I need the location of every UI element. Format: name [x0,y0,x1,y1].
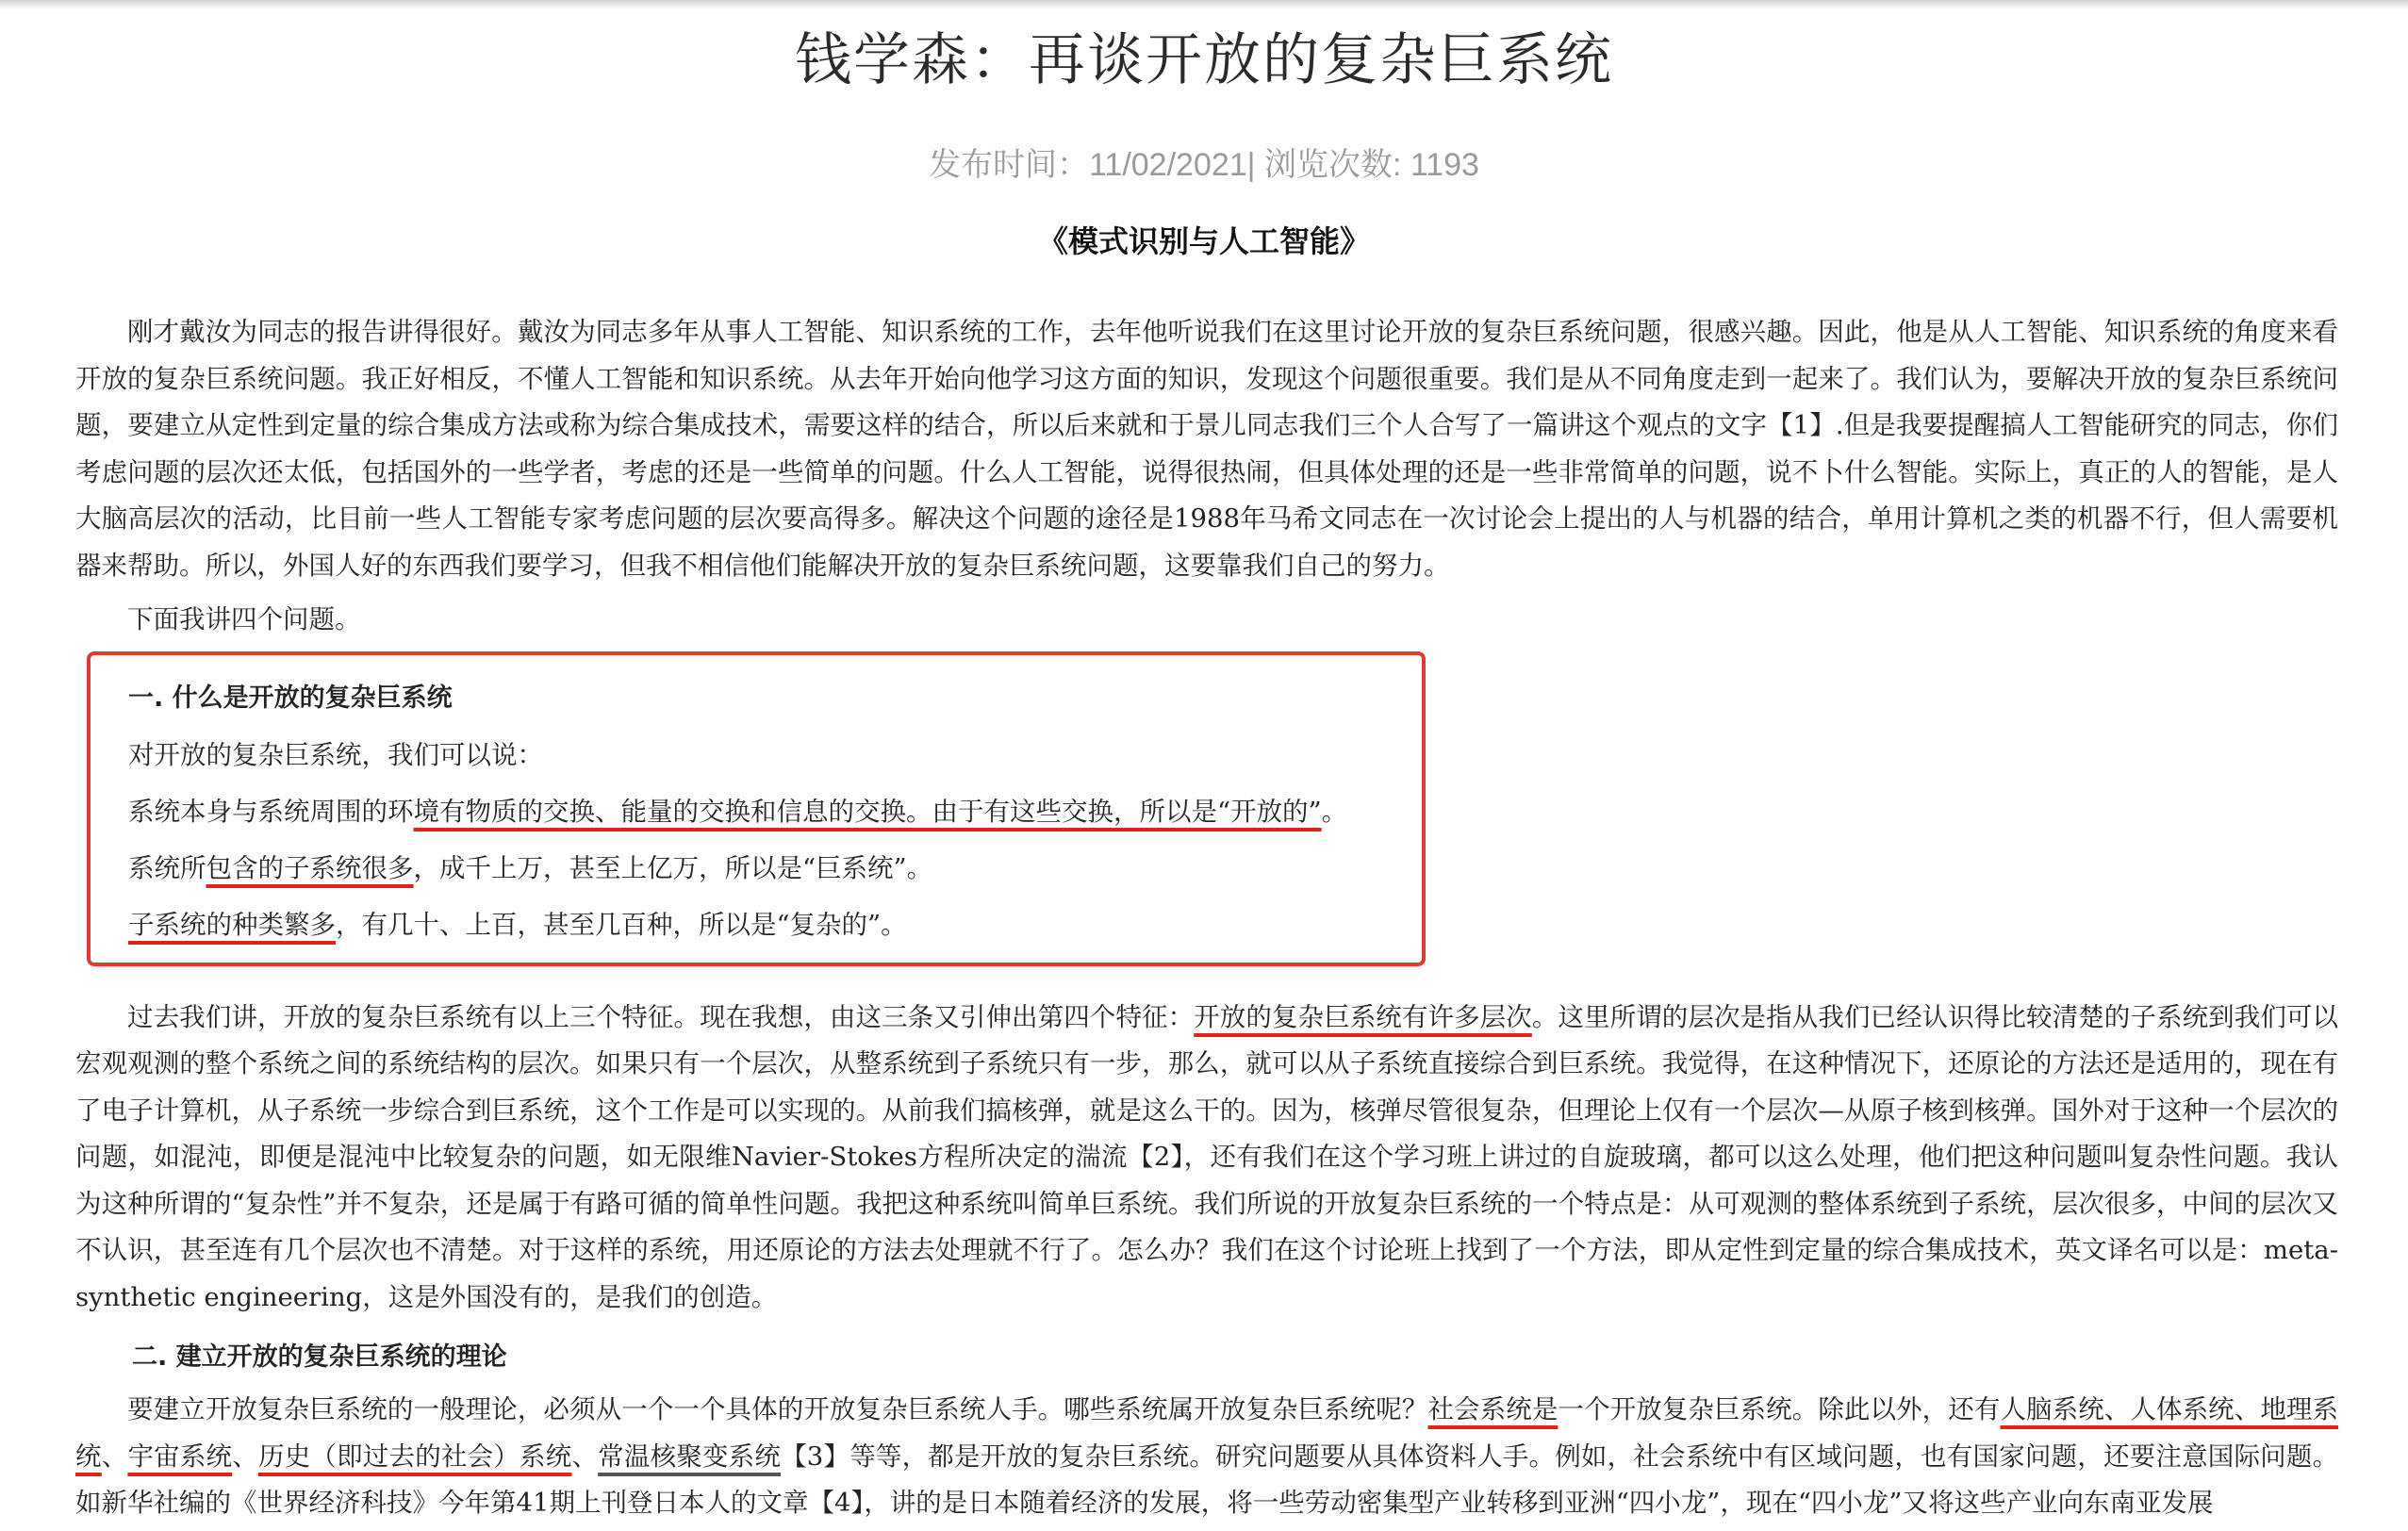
text-span: 、 [232,1440,258,1472]
paragraph-past [75,995,2338,1322]
text-span: 过去我们讲，开放的复杂巨系统有以上三个特征。现在我想，由这三条又引伸出第四个特征： [127,1001,1195,1032]
highlight-box-section-1 [87,651,1426,966]
text-span: 。这里所谓的层次是指从我们已经认识得比较清楚的子系统到我们可以宏观观测的整个系统之间的系统结构的层次。如果只有一个层次，从整系统到子系统只有一步，那么，就可以从子系统直接综合到巨系统。我觉得，在这种情况下，还原论的方法还是适用的，现在有了电子计算机，从子系统一步综合到巨系统，这个工作是可以实现的。从前我们搞核弹，就是这么干的。因为，核弹尽管很复杂，但理论上仅有一个层次—从原子核到核弹。国外对于这种一个层次的问题，如混沌，即便是混沌中比较复杂的问题，如无限维Navier-Stokes方程所决定的湍流【2】，还有我们在这个学习班上讲过的自旋玻璃，都可以这么处理，他们把这种问题叫复杂性问题。我认为这种所谓的“复杂性”并不复杂，还是属于有路可循的简单性问题。我把这种系统叫简单巨系统。我们所说的开放复杂巨系统的一个特点是：从可观测的整体系统到子系统，层次很多，中间的层次又不认识，甚至连有几个层次也不清楚。对于这样的系统，用还原论的方法去处理就不行了。怎么办？我们在这个讨论班上找到了一个方法，即从定性到定量的综合集成技术，英文译名可以是：meta-synthetic engineering，这是外国没有的，是我们的创造。 [75,1001,2339,1312]
text-span: 系统所 [128,852,206,883]
article-title: 钱学森：再谈开放的复杂巨系统 [795,27,1613,93]
page-top-shadow [0,0,2408,9]
underline-brain-body-geo: 人脑系统、人体系统、地理系统 [75,1394,2339,1472]
paragraph-intro: 刚才戴汝为同志的报告讲得很好。戴汝为同志多年从事人工智能、知识系统的工作，去年他听说我们在这里讨论开放的复杂巨系统问题，很感兴趣。因此，他是从人工智能、知识系统的角度来看开放的复杂巨系统问题。我正好相反，不懂人工智能和知识系统。从去年开始向他学习这方面的知识，发现这个问题很重要。我们是从不同角度走到一起来了。我们认为，要解决开放的复杂巨系统问题，要建立从定性到定量的综合集成方法或称为综合集成技术，需要这样的结合，所以后来就和于景儿同志我们三个人合写了一篇讲这个观点的文字【1】.但是我要提醒搞人工智能研究的同志，你们考虑问题的层次还太低，包括国外的一些学者，考虑的还是一些简单的问题。什么人工智能，说得很热闹，但具体处理的还是一些非常简单的问题，说不卜什么智能。实际上，真正的人的智能，是人大脑高层次的活动，比目前一些人工智能专家考虑问题的层次要高得多。解决这个问题的途径是1988年马希文同志在一次讨论会上提出的人与机器的结合，单用计算机之类的机器不行，但人需要机器来帮助。所以，外国人好的东西我们要学习，但我不相信他们能解决开放的复杂巨系统问题，这要靠我们自己的努力。 [75,317,2338,581]
section-2-heading: 二. 建立开放的复杂巨系统的理论 [132,1342,507,1372]
underline-cosmic-system: 宇宙系统 [127,1440,233,1472]
section-1-line-complex [128,897,1422,953]
underline-many-levels: 开放的复杂巨系统有许多层次 [1194,1001,1532,1032]
text-span: 要建立开放复杂巨系统的一般理论，必须从一个一个具体的开放复杂巨系统人手。哪些系统属开放复杂巨系统呢？ [127,1394,1428,1424]
section-1-lead: 对开放的复杂巨系统，我们可以说： [128,739,543,770]
paragraph-four-questions: 下面我讲四个问题。 [127,604,361,634]
underline-social-system: 社会系统是 [1427,1394,1559,1424]
text-span: 、 [571,1440,599,1472]
underline-history-system: 历史（即过去的社会）系统 [257,1440,572,1472]
paragraph-section-2 [75,1387,2338,1527]
article-meta: 发布时间：11/02/2021| 浏览次数: 1193 [929,147,1479,183]
text-span: 。 [1321,796,1348,827]
underline-many-subsystems: 包含的子系统很多 [206,852,414,883]
text-span: 一个开放复杂巨系统。除此以外，还有 [1558,1394,2001,1424]
underline-cold-fusion: 常温核聚变系统 [598,1440,782,1472]
text-span: 系统本身与系统周围的环 [128,796,414,827]
text-span: 、 [101,1440,128,1472]
underline-open-definition: 境有物质的交换、能量的交换和信息的交换。由于有这些交换，所以是“开放的” [413,796,1322,827]
section-1-line-open [128,783,1422,840]
text-span: ，有几十、上百，甚至几百种，所以是“复杂的”。 [336,909,907,940]
section-1-line-giant [128,840,1422,897]
section-1-heading: 一. 什么是开放的复杂巨系统 [128,683,453,713]
article-source: 《模式识别与人工智能》 [1037,223,1370,259]
underline-many-kinds: 子系统的种类繁多 [128,909,336,940]
article-body [75,309,2338,1527]
text-span: 【3】等等，都是开放的复杂巨系统。研究问题要从具体资料人手。例如，社会系统中有区域问题，也有国家问题，还要注意国际问题。如新华社编的《世界经济科技》今年第41期上刊登日本人的文章【4】，讲的是日本随着经济的发展，将一些劳动密集型产业转移到亚洲“四小龙”，现在“四小龙”又将这些产业向东南亚发展 [75,1440,2339,1518]
text-span: ，成千上万，甚至上亿万，所以是“巨系统”。 [413,852,933,883]
